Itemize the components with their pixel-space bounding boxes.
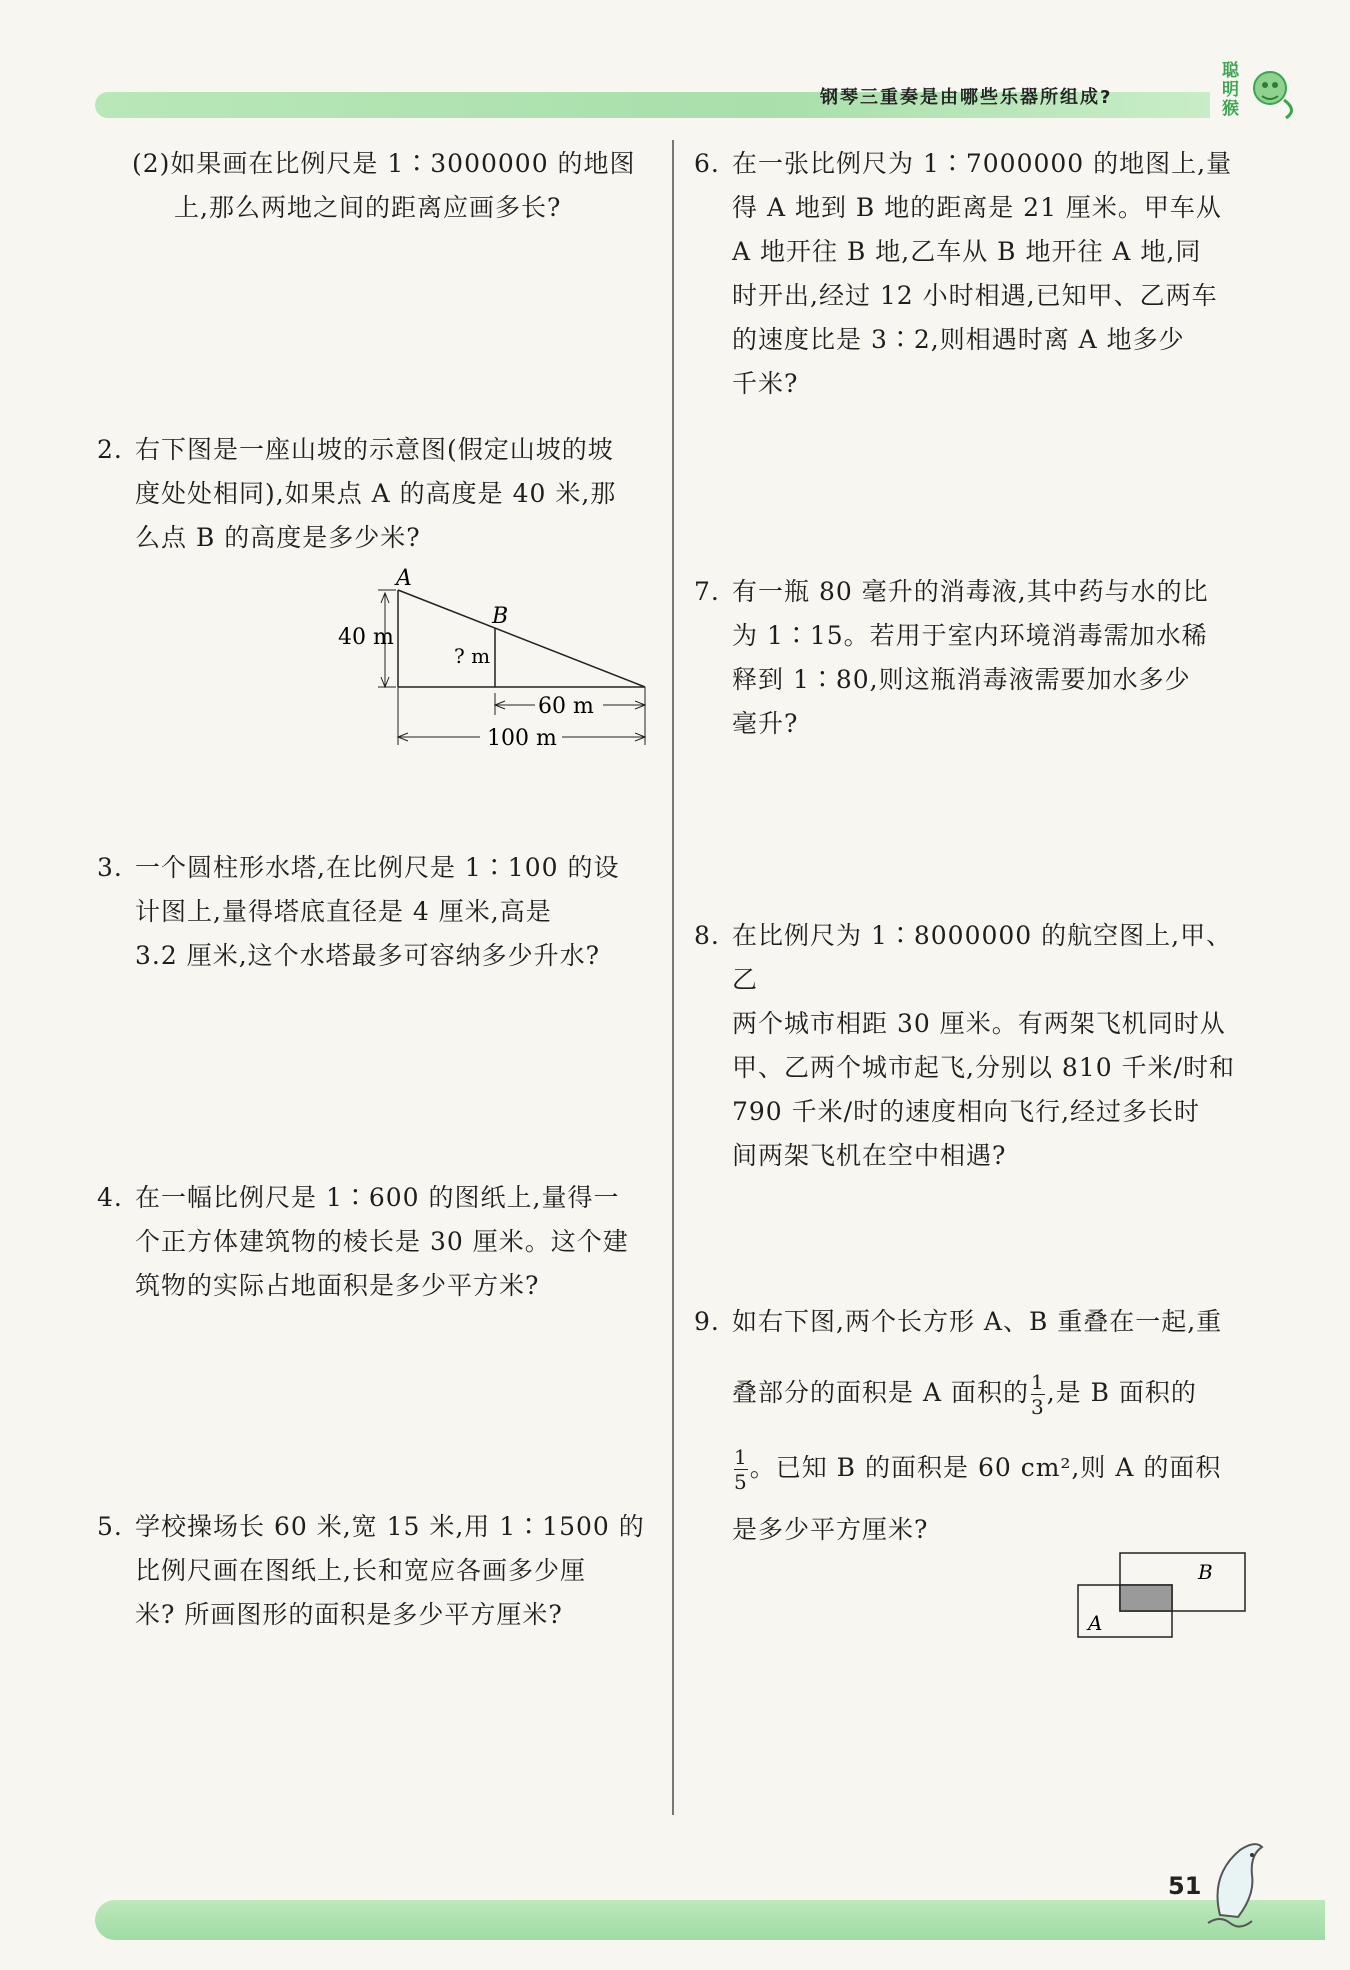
question-number: 4. xyxy=(97,1183,123,1212)
page-number: 51 xyxy=(1168,1872,1202,1900)
question-line: 3.2 厘米,这个水塔最多可容纳多少升水? xyxy=(135,941,601,970)
brand-char: 聪 xyxy=(1222,61,1239,81)
question-line: 在一幅比例尺是 1∶600 的图纸上,量得一 xyxy=(135,1183,620,1212)
question-number: 2. xyxy=(97,435,123,464)
rect-a-label: A xyxy=(1088,1611,1103,1635)
distance-60-label: 60 m xyxy=(538,694,594,719)
point-a-label: A xyxy=(396,566,412,591)
question-5 xyxy=(97,1505,650,1637)
question-line: (2)如果画在比例尺是 1∶3000000 的地图 xyxy=(132,149,636,178)
distance-100-label: 100 m xyxy=(487,726,557,751)
height-a-label: 40 m xyxy=(338,625,394,650)
question-line: 学校操场长 60 米,宽 15 米,用 1∶1500 的 xyxy=(135,1512,645,1541)
question-line: 在比例尺为 1∶8000000 的航空图上,甲、乙 xyxy=(732,921,1233,994)
question-line: 毫升? xyxy=(732,709,799,738)
question-line: 个正方体建筑物的棱长是 30 厘米。这个建 xyxy=(135,1227,629,1256)
brand-char: 猴 xyxy=(1222,99,1239,119)
question-line: 计图上,量得塔底直径是 4 厘米,高是 xyxy=(135,897,552,926)
fraction-numerator: 1 xyxy=(1030,1370,1045,1394)
slope-diagram xyxy=(330,565,650,755)
question-line: 790 千米/时的速度相向飞行,经过多长时 xyxy=(732,1097,1201,1126)
question-text: ,是 B 面积的 xyxy=(1046,1378,1197,1407)
question-line: 得 A 地到 B 地的距离是 21 厘米。甲车从 xyxy=(732,193,1222,222)
question-4 xyxy=(97,1176,650,1308)
question-line: 有一瓶 80 毫升的消毒液,其中药与水的比 xyxy=(732,577,1209,606)
question-line: 右下图是一座山坡的示意图(假定山坡的坡 xyxy=(135,435,614,464)
question-3 xyxy=(97,846,650,978)
question-line: A 地开往 B 地,乙车从 B 地开往 A 地,同 xyxy=(732,237,1202,266)
question-line: 是多少平方厘米? xyxy=(732,1515,929,1544)
question-line: 甲、乙两个城市起飞,分别以 810 千米/时和 xyxy=(732,1053,1235,1082)
question-2 xyxy=(97,428,650,560)
brand-char: 明 xyxy=(1222,80,1239,100)
question-9 xyxy=(694,1300,1252,1552)
question-line: 么点 B 的高度是多少米? xyxy=(135,523,421,552)
question-line: 间两架飞机在空中相遇? xyxy=(732,1141,1007,1170)
question-number: 6. xyxy=(694,149,720,178)
point-b-label: B xyxy=(492,604,509,629)
question-line: 为 1∶15。若用于室内环境消毒需加水稀 xyxy=(732,621,1208,650)
fraction-denominator: 3 xyxy=(1030,1395,1045,1419)
question-line: 一个圆柱形水塔,在比例尺是 1∶100 的设 xyxy=(135,853,620,882)
dolphin-icon xyxy=(1200,1835,1280,1930)
question-line: 上,那么两地之间的距离应画多长? xyxy=(174,193,562,222)
question-1-2 xyxy=(132,142,652,230)
question-6 xyxy=(694,142,1252,406)
fraction-numerator: 1 xyxy=(734,1445,748,1469)
question-number: 7. xyxy=(694,577,720,606)
footer-band xyxy=(95,1900,1325,1940)
question-line-with-fraction xyxy=(732,1370,1252,1419)
question-line: 两个城市相距 30 厘米。有两架飞机同时从 xyxy=(732,1009,1226,1038)
fraction-one-third xyxy=(1031,1370,1045,1419)
fraction-denominator: 5 xyxy=(734,1470,748,1494)
height-b-label: ? m xyxy=(454,644,491,668)
question-line: 的速度比是 3∶2,则相遇时离 A 地多少 xyxy=(732,325,1185,354)
fraction-one-fifth xyxy=(734,1445,748,1494)
question-line: 释到 1∶80,则这瓶消毒液需要加水多少 xyxy=(732,665,1191,694)
question-line: 千米? xyxy=(732,369,799,398)
rect-b-label: B xyxy=(1198,1560,1213,1584)
question-line: 度处处相同),如果点 A 的高度是 40 米,那 xyxy=(135,479,617,508)
question-number: 5. xyxy=(97,1512,123,1541)
question-7 xyxy=(694,570,1252,746)
question-text: 。已知 B 的面积是 60 cm²,则 A 的面积 xyxy=(749,1453,1222,1482)
question-number: 9. xyxy=(694,1307,720,1336)
question-line: 在一张比例尺为 1∶7000000 的地图上,量 xyxy=(732,149,1233,178)
question-number: 3. xyxy=(97,853,123,882)
question-8 xyxy=(694,914,1252,1178)
question-line: 时开出,经过 12 小时相遇,已知甲、乙两车 xyxy=(732,281,1218,310)
column-divider xyxy=(672,140,674,1815)
question-line: 米? 所画图形的面积是多少平方厘米? xyxy=(135,1600,563,1629)
overlap-rectangles-diagram xyxy=(1070,1545,1260,1655)
question-line: 如右下图,两个长方形 A、B 重叠在一起,重 xyxy=(732,1307,1223,1336)
header-title: 钢琴三重奏是由哪些乐器所组成? xyxy=(820,87,1113,108)
question-line-with-fraction xyxy=(732,1445,1252,1494)
question-line: 筑物的实际占地面积是多少平方米? xyxy=(135,1271,540,1300)
question-line: 比例尺画在图纸上,长和宽应各画多少厘 xyxy=(135,1556,586,1585)
question-text: 叠部分的面积是 A 面积的 xyxy=(732,1378,1029,1407)
brand-text xyxy=(1222,62,1248,119)
question-number: 8. xyxy=(694,921,720,950)
